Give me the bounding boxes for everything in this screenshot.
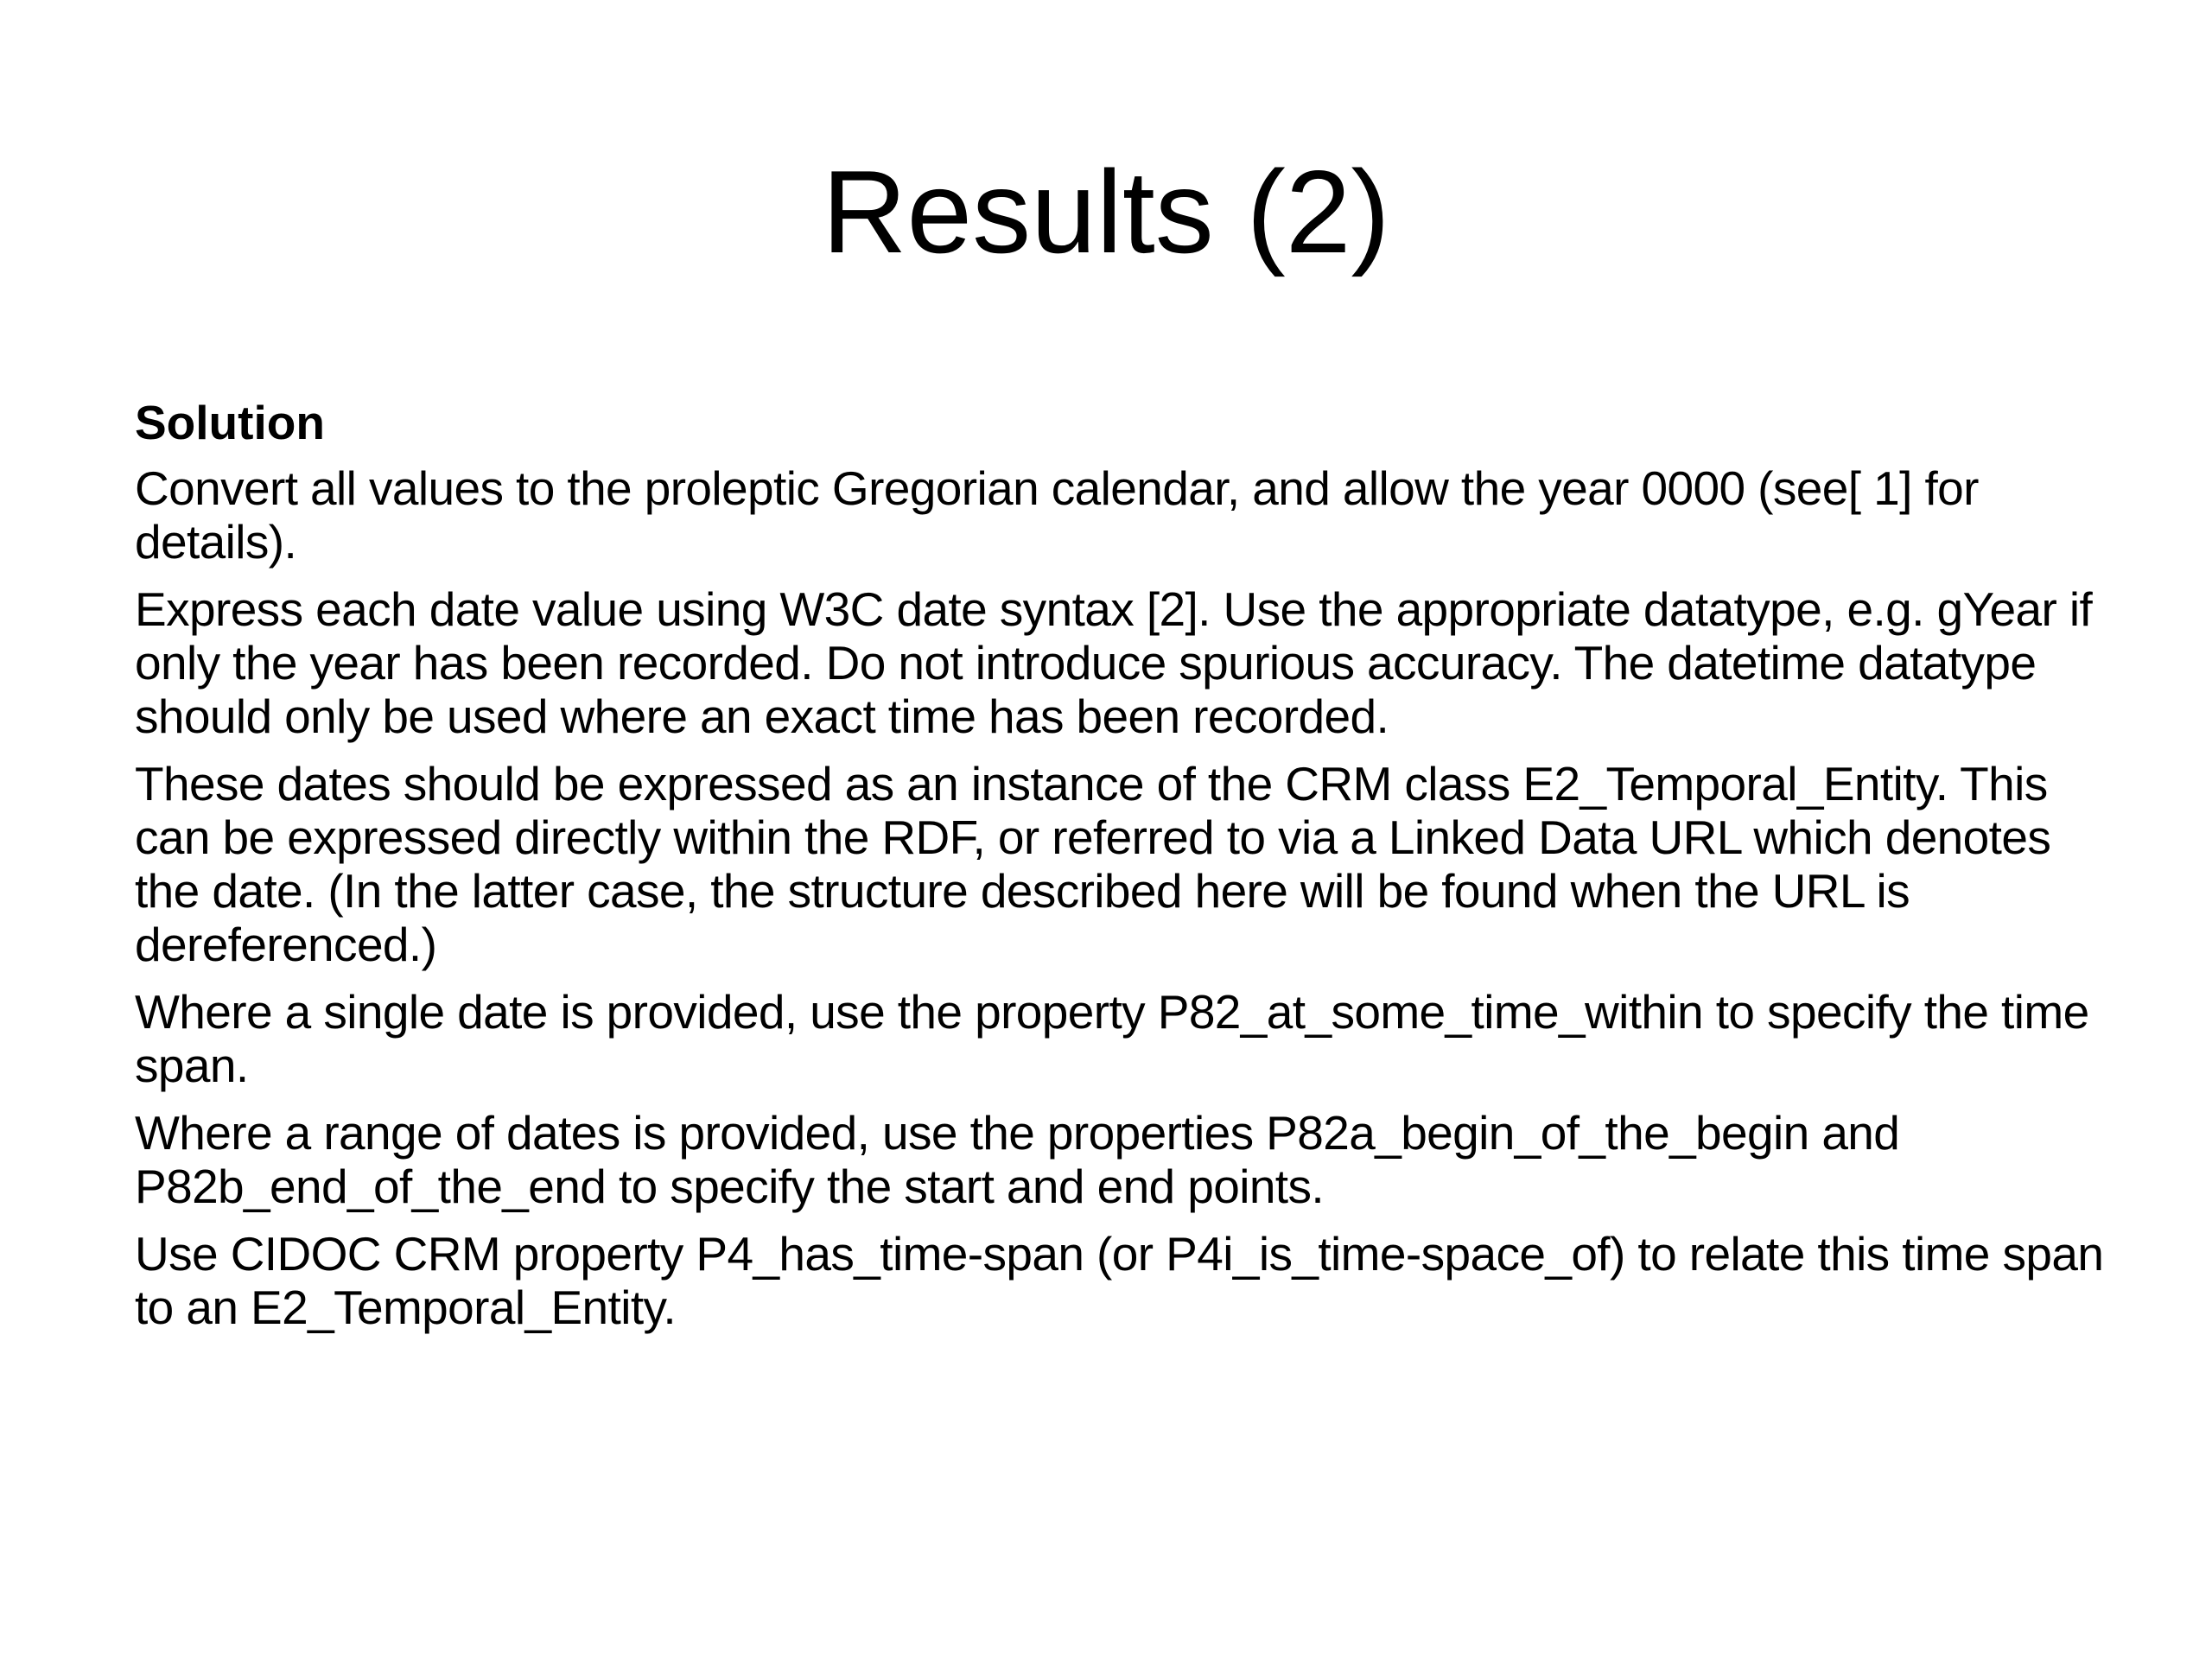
solution-heading: Solution: [135, 396, 325, 449]
paragraph-date-syntax: Express each date value using W3C date syntax [2]. Use the appropriate datatype, e.g. gYear if only the year has been recorded. Do not introduce spurious accuracy. The datetime datatype should only be used where an exact time has been recorded.: [135, 582, 2093, 743]
slide-body: [135, 396, 2122, 1348]
paragraph-single-date: Where a single date is provided, use the property P82_at_some_time_within to specify the time span.: [135, 985, 2089, 1092]
paragraph-temporal-entity: These dates should be expressed as an instance of the CRM class E2_Temporal_Entity. This can be expressed directly within the RDF, or referred to via a Linked Data URL which denotes the date. (In the latter case, the structure described here will be found when the URL is dereferenced.): [135, 757, 2051, 971]
paragraph-calendar: Convert all values to the proleptic Gregorian calendar, and allow the year 0000 (see[ 1] for details).: [135, 461, 1979, 569]
paragraph-time-span-property: Use CIDOC CRM property P4_has_time-span (or P4i_is_time-space_of) to relate this time span to an E2_Temporal_Entity.: [135, 1227, 2104, 1334]
paragraph-date-range: Where a range of dates is provided, use the properties P82a_begin_of_the_begin and P82b_end_of_the_end to specify the start and end points.: [135, 1106, 1900, 1213]
slide-title: Results (2): [822, 146, 1390, 277]
